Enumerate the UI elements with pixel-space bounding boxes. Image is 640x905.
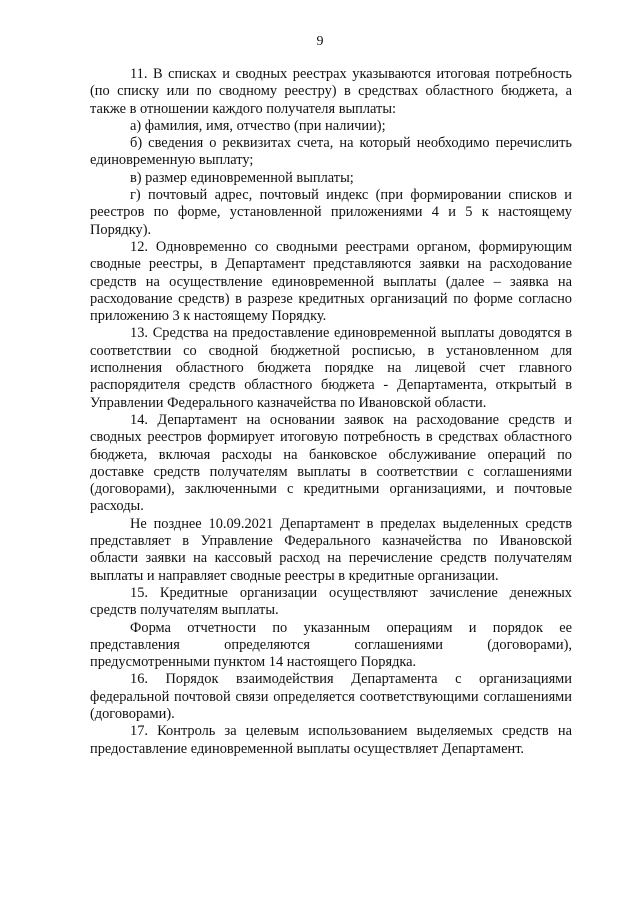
paragraph-13: 13. Средства на предоставление единовременной выплаты доводятся в соответствии со сводной бюджетной росписью, в установленном для исполнения областного бюджета порядке на лицевой счет главного распорядителя средств областного бюджета - Департамента, открытый в Управлении Федерального казначейства по Ивановской области. — [90, 325, 572, 411]
page-number: 9 — [316, 34, 324, 49]
paragraph-15-reporting: Форма отчетности по указанным операциям и порядок ее представления определяются соглашениями (договорами), предусмотренными пунктом 14 настоящего Порядка. — [90, 619, 572, 671]
paragraph-11-item-g: г) почтовый адрес, почтовый индекс (при формировании списков и реестров по форме, установленной приложениями 4 и 5 к настоящему Порядку). — [90, 187, 572, 238]
paragraph-14-deadline: Не позднее 10.09.2021 Департамент в пределах выделенных средств представляет в Управление Федерального казначейства по Ивановской области заявки на кассовый расход на перечисление средств получателям выплаты и направляет сводные реестры в кредитные организации. — [90, 515, 572, 584]
paragraph-16: 16. Порядок взаимодействия Департамента с организациями федеральной почтовой связи определяется соответствующими соглашениями (договорами). — [90, 671, 572, 722]
paragraph-14: 14. Департамент на основании заявок на расходование средств и сводных реестров формирует итоговую потребность в средствах областного бюджета, включая расходы на банковское обслуживание операций по доставке средств получателям выплаты в соответствии с соглашениями (договорами), заключенными с кредитными организациями, и почтовые расходы. — [90, 411, 572, 515]
paragraph-11: 11. В списках и сводных реестрах указываются итоговая потребность (по списку или по сводному реестру) в средствах областного бюджета, а также в отношении каждого получателя выплаты: — [90, 66, 572, 117]
paragraph-11-item-v: в) размер единовременной выплаты; — [130, 169, 354, 186]
paragraph-11-item-b: б) сведения о реквизитах счета, на который необходимо перечислить единовременную выплату; — [90, 135, 572, 169]
paragraph-17: 17. Контроль за целевым использованием выделяемых средств на предоставление единовременной выплаты осуществляет Департамент. — [90, 723, 572, 757]
paragraph-15: 15. Кредитные организации осуществляют зачисление денежных средств получателям выплаты. — [90, 584, 572, 619]
paragraph-12: 12. Одновременно со сводными реестрами органом, формирующим сводные реестры, в Департамент представляются заявки на расходование средств на осуществление единовременной выплаты (далее – заявка на расходование средств) в разрезе кредитных организаций по форме согласно приложению 3 к настоящему Порядку. — [90, 238, 572, 325]
paragraph-11-item-a: а) фамилия, имя, отчество (при наличии); — [130, 117, 386, 134]
document-body — [90, 66, 572, 758]
